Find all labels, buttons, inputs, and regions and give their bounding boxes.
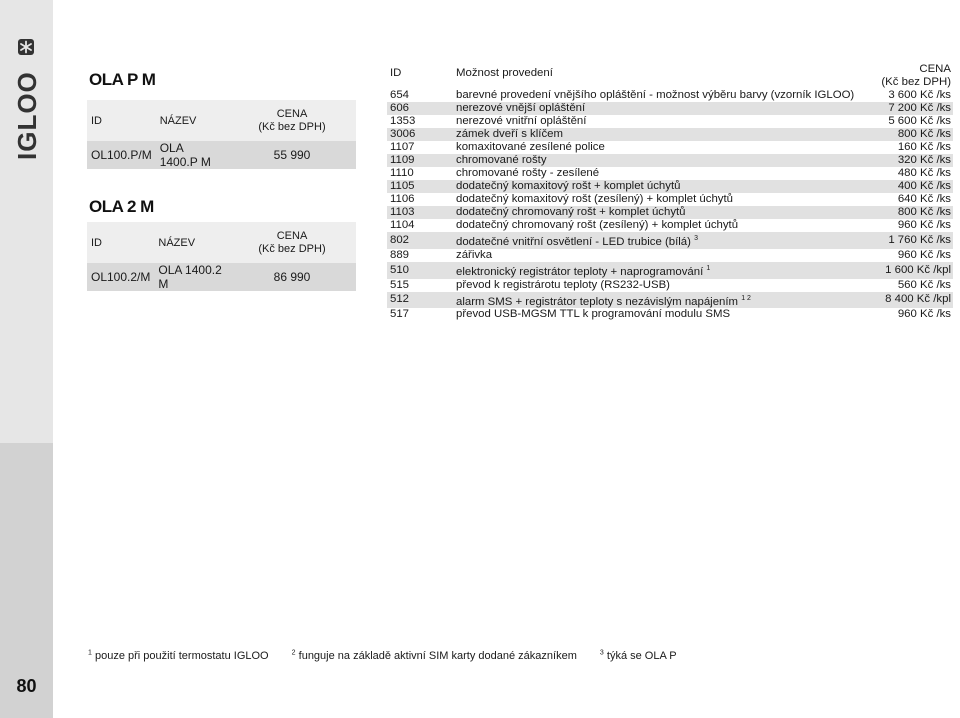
option-id: 1104	[390, 219, 415, 231]
option-text: chromované rošty	[456, 154, 547, 166]
option-text-cell	[454, 102, 876, 115]
option-price: 640 Kč /ks	[897, 193, 951, 205]
option-text: dodatečné vnitřní osvětlení - LED trubice (bílá)	[456, 235, 691, 248]
option-price: 960 Kč /ks	[897, 219, 951, 231]
footnote-1-number: 1	[88, 649, 92, 656]
option-price: 960 Kč /ks	[897, 248, 951, 261]
options-body	[387, 89, 953, 321]
options-header-id: ID	[390, 67, 402, 79]
product-id: OL100.2/M	[87, 263, 154, 291]
option-id: 1109	[387, 154, 454, 167]
product-name: OLA 1400.P M	[156, 141, 228, 169]
option-id: 512	[387, 292, 454, 309]
header-price	[228, 100, 356, 141]
option-id: 510	[387, 262, 454, 279]
option-text: zámek dveří s klíčem	[456, 128, 563, 140]
table-header-row	[87, 100, 356, 141]
footnote-ref: 1	[706, 264, 711, 272]
footnote-3	[600, 650, 677, 662]
option-text: zářivka	[456, 248, 493, 261]
option-id: 517	[390, 308, 410, 321]
footnote-2-text: funguje na základě aktivní SIM karty dodané zákazníkem	[298, 649, 577, 662]
option-text: převod k registrárotu teploty (RS232-USB)	[456, 278, 670, 291]
option-id: 889	[390, 248, 410, 261]
product-price: 86 990	[228, 263, 356, 291]
header-price-line1: CENA	[276, 229, 308, 242]
table-row	[387, 292, 953, 309]
option-id: 654	[390, 89, 410, 101]
table-row	[387, 279, 953, 292]
option-price: 560 Kč /ks	[897, 278, 951, 291]
product-table-ola-2-m	[87, 222, 356, 291]
option-text: dodatečný chromovaný rošt + komplet úchytů	[456, 206, 686, 218]
option-text-cell	[454, 180, 876, 193]
footnote-1	[88, 650, 269, 662]
product-table-ola-p-m	[87, 100, 356, 169]
option-price: 3 600 Kč /ks	[888, 89, 951, 101]
product-title-ola-p-m: OLA P M	[89, 70, 156, 89]
options-header-price-line1: CENA	[919, 63, 951, 75]
options-table	[387, 58, 953, 321]
option-price: 1 600 Kč /kpl	[876, 262, 953, 279]
product-id: OL100.P/M	[87, 141, 156, 169]
product-title-ola-2-m: OLA 2 M	[89, 197, 154, 216]
table-row	[387, 219, 953, 232]
option-price: 480 Kč /ks	[897, 167, 951, 179]
option-id: 1107	[390, 141, 415, 153]
option-price: 800 Kč /ks	[876, 128, 953, 141]
header-id: ID	[87, 222, 154, 263]
option-id: 802	[387, 232, 454, 249]
option-id: 606	[387, 102, 454, 115]
table-row	[387, 102, 953, 115]
table-row	[387, 128, 953, 141]
option-text: nerezové vnější opláštění	[456, 102, 586, 114]
igloo-logo	[6, 36, 46, 166]
option-price: 7 200 Kč /ks	[876, 102, 953, 115]
options-header-price	[876, 58, 953, 89]
table-row	[387, 249, 953, 262]
header-price-line2: (Kč bez DPH)	[258, 242, 326, 255]
table-row	[387, 154, 953, 167]
option-text-cell	[454, 232, 876, 249]
option-text: alarm SMS + registrátor teploty s nezávislým napájením	[456, 295, 739, 308]
table-row	[387, 141, 953, 154]
page-number: 80	[16, 676, 37, 696]
option-price: 960 Kč /ks	[897, 308, 951, 321]
option-price: 400 Kč /ks	[876, 180, 953, 193]
footnote-3-number: 3	[599, 649, 604, 656]
table-row	[387, 232, 953, 249]
options-header-option: Možnost provedení	[456, 67, 553, 79]
option-id: 3006	[387, 128, 454, 141]
footnote-3-text: týká se OLA P	[606, 649, 677, 662]
option-text-cell	[454, 279, 876, 292]
option-text-cell	[454, 193, 876, 206]
option-id: 1106	[390, 193, 415, 205]
table-row	[87, 141, 356, 169]
header-price-line1: CENA	[276, 107, 308, 120]
table-row	[387, 89, 953, 102]
option-text: barevné provedení vnějšího opláštění - možnost výběru barvy (vzorník IGLOO)	[456, 89, 855, 101]
footnote-1-text: pouze při použití termostatu IGLOO	[94, 649, 269, 662]
option-text: převod USB-MGSM TTL k programování modulu SMS	[456, 308, 731, 321]
option-text-cell	[454, 115, 876, 128]
table-row	[387, 115, 953, 128]
option-text-cell	[454, 154, 876, 167]
table-row	[387, 193, 953, 206]
table-row	[387, 206, 953, 219]
header-name: NÁZEV	[154, 222, 228, 263]
options-header-row	[387, 58, 953, 89]
option-text: chromované rošty - zesílené	[456, 167, 600, 179]
option-text-cell	[454, 206, 876, 219]
option-id: 1105	[387, 180, 454, 193]
option-price: 1 760 Kč /ks	[876, 232, 953, 249]
footnote-2	[292, 650, 577, 662]
table-header-row	[87, 222, 356, 263]
option-text-cell	[454, 308, 876, 321]
option-text-cell	[454, 219, 876, 232]
table-row	[87, 263, 356, 291]
option-price: 8 400 Kč /kpl	[876, 292, 953, 309]
option-price: 800 Kč /ks	[876, 206, 953, 219]
option-text-cell	[454, 128, 876, 141]
option-text: elektronický registrátor teploty + naprogramování	[456, 265, 704, 278]
option-text-cell	[454, 89, 876, 102]
product-name: OLA 1400.2 M	[154, 263, 228, 291]
option-text: dodatečný komaxitový rošt (zesílený) + komplet úchytů	[456, 193, 733, 205]
options-header-price-line2: (Kč bez DPH)	[881, 76, 951, 88]
option-text-cell	[454, 141, 876, 154]
footnote-2-number: 2	[291, 649, 296, 656]
option-price: 320 Kč /ks	[876, 154, 953, 167]
option-price: 160 Kč /ks	[897, 141, 951, 153]
footnote-ref: 3	[694, 235, 698, 242]
option-text-cell	[454, 292, 876, 309]
product-price: 55 990	[228, 141, 356, 169]
table-row	[387, 167, 953, 180]
footnote-ref: 1 2	[741, 294, 751, 302]
option-id: 515	[390, 278, 410, 291]
option-text-cell	[454, 249, 876, 262]
header-price-line2: (Kč bez DPH)	[258, 120, 326, 133]
option-id: 1353	[390, 115, 416, 127]
svg-text:IGLOO: IGLOO	[12, 71, 42, 160]
table-row	[387, 308, 953, 321]
option-price: 5 600 Kč /ks	[888, 115, 951, 127]
header-id: ID	[87, 100, 156, 141]
footnotes	[88, 649, 697, 662]
table-row	[387, 180, 953, 193]
option-id: 1110	[390, 167, 414, 179]
option-text-cell	[454, 262, 876, 279]
option-text-cell	[454, 167, 876, 180]
table-row	[387, 262, 953, 279]
option-text: dodatečný komaxitový rošt + komplet úchytů	[456, 180, 681, 192]
option-id: 1103	[387, 206, 454, 219]
option-text: dodatečný chromovaný rošt (zesílený) + komplet úchytů	[456, 219, 739, 231]
option-text: nerezové vnitřní opláštění	[456, 115, 587, 127]
header-name: NÁZEV	[156, 100, 228, 141]
header-price	[228, 222, 356, 263]
option-text: komaxitované zesílené police	[456, 141, 605, 153]
